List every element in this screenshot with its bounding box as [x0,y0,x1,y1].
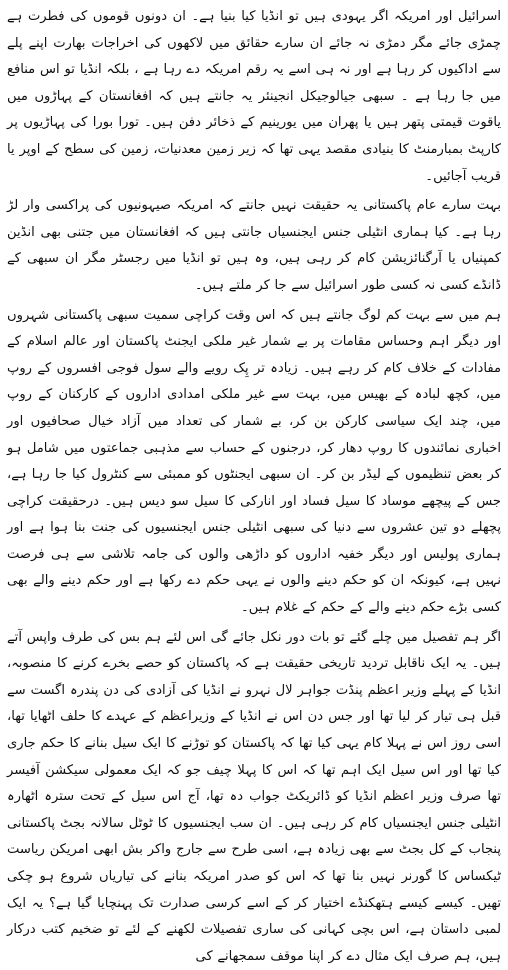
paragraph-3: ہم میں سے بہت کم لوگ جانتے ہیں کہ اس وقت کراچی سمیت سبھی پاکستانی شہروں اور دیگر اہم وحساس مقامات پر بے شمار غیر ملکی ایجنٹ پاکستان اور عالم اسلام کے مفادات کے خلاف کام کر رہے ہیں۔ زیادہ تر پِک رویے والے سول فوجی افسروں کے روپ میں، کچھ لبادہ کے بھیس میں، بہت سے غیر ملکی امدادی اداروں کے کارکنان کے روپ میں، چند ایک سیاسی کارکن بن کر، بے شمار کی تعداد میں آزاد خیال صحافیوں اور اخباری نمائندوں کا روپ دھار کر، درجنوں کے حساب سے مذہبی جماعتوں میں شامل ہو کر بعض تنظیموں کے لیڈر بن کر۔ ان سبھی ایجنٹوں کو ممبئی سے کنٹرول کیا جا رہا ہے، جس کے پیچھے موساد کا سیل فساد اور انارکی کا سیل سو دیس ہیں۔ درحقیقت کراچی پچھلے دو تین عشروں سے دنیا کی سبھی انٹیلی جنس ایجنسیوں کی جنت بنا ہوا ہے اور ہماری پولیس اور دیگر خفیہ اداروں کو داڑھی والوں کی جامہ تلاشی سے ہی فرصت نہیں ہے، کیونکہ ان کو حکم دینے والوں نے یہی حکم دے رکھا ہے اور حکم دینے والے بھی کسی بڑے حکم دینے والے کے حکم کے غلام ہیں۔ [7,307,501,616]
paragraph-1: اسرائیل اور امریکہ اگر یہودی ہیں تو انڈیا کیا بنیا ہے۔ ان دونوں قوموں کی فطرت ہے چمڑی جائے مگر دمڑی نہ جائے ان سارے حقائق میں لاکھوں کی اخراجات بھارت اپنے پلے سے اداکیوں کر رہا ہے اور نہ ہی اسے یہ رقم امریکہ دے رہا ہے ، بلکہ انڈیا تو اس منافع میں جا رہا ہے ۔ سبھی جیالوجیکل انجینئر یہ جانتے ہیں کہ افغانستان کے پہاڑوں میں یاقوت قیمتی پتھر ہیں یا پھران میں یورینیم کے ذخائر دفن ہیں۔ تورا بورا کی پہاڑیوں پر کارپٹ بمبارمنٹ کا بنیادی مقصد یہی تھا کہ زیر زمین معدنیات، زمین کی سطح کے اوپر یا قریب آجائیں۔ [7,9,501,184]
paragraph-4: اگر ہم تفصیل میں چلے گئے تو بات دور نکل جائے گی اس لئے ہم بس کی طرف واپس آتے ہیں۔ یہ ایک ناقابل تردید تاریخی حقیقت ہے کہ پاکستان کو حصے بخرے کرنے کا منصوبہ، انڈیا کے پہلے وزیر اعظم پنڈت جواہر لال نہرو نے انڈیا کی آزادی کی دن پندرہ اگست سے قبل ہی تیار کر لیا تھا اور جس دن اس نے انڈیا کے وزیراعظم کے عہدے کا حلف اٹھایا تھا، اسی روز اس نے پہلا کام یہی کیا تھا کہ پاکستان کو توڑنے کا ایک سیل بنانے کا حکم جاری کیا تھا اور اس سیل ایک اہم تھا کہ اس کا پہلا چیف جو کہ ایک معمولی سیکشن آفیسر تھا صرف وزیر اعظم انڈیا کو ڈائریکٹ جواب دہ تھا، آج اس سیل کے تحت سترہ اٹھارہ انٹیلی جنس ایجنسیاں کام کر رہی ہیں۔ ان سب ایجنسیوں کا ٹوٹل سالانہ بجٹ پاکستانی پنجاب کے کل بجٹ سے بھی زیادہ ہے، اسی طرح سے جارج واکر بش ابھی امریکن ریاست ٹیکساس کا گورنر نہیں بنا تھا کہ اس کو صدر امریکہ بنانے کی تیاریاں شروع ہو چکی تھیں۔ کیسے کیسے ہتھکنڈے اختیار کر کے اسے کرسی صدارت تک پہنچایا گیا ہے؟ یہ ایک لمبی داستان ہے، اس بچی کہانی کی ساری تفصیلات لکھنے کے لئے تو ضخیم کتب درکار ہیں، ہم صرف ایک مثال دے کر اپنا موقف سمجھانے کی [7,629,501,964]
paragraph-2: بہت سارے عام پاکستانی یہ حقیقت نہیں جانتے کہ امریکہ صیہونیوں کی پراکسی وار لڑ رہا ہے۔ کیا ہماری انٹیلی جنس ایجنسیاں جانتی ہیں کہ افغانستان میں جتنی بھی انڈین کمپنیاں یا آرگنائزیشن کام کر رہی ہیں، وہ ہیں تو انڈیا میں رجسٹر مگر ان سبھی کے ڈانڈے کسی نہ کسی طور اسرائیل سے جا کر ملتے ہیں۔ [7,198,501,293]
